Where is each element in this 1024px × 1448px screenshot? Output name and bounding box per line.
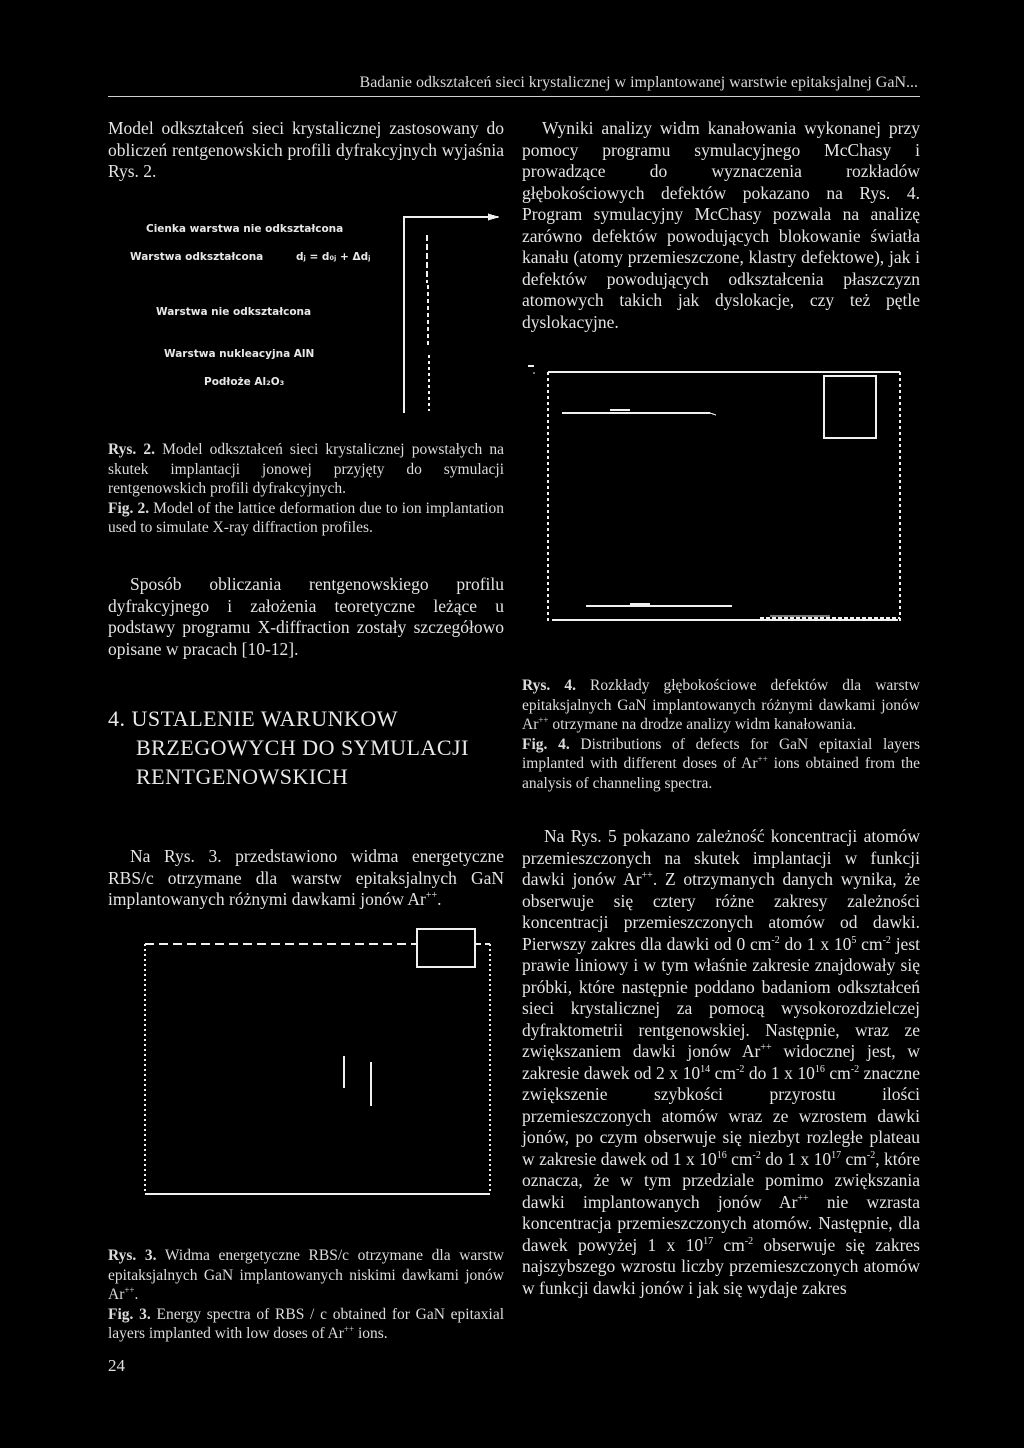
page-number: 24 [108, 1356, 125, 1375]
fig4-caption-en-end: ions obtained from the analysis of channeling spectra. [522, 755, 920, 792]
figure-4 [520, 362, 920, 634]
text-run: cm [713, 1234, 745, 1255]
fig3-caption-pl: Widma energetyczne RBS/c otrzymane dla warstw epitaksjalnych GaN implantowanych niskimi dawkami jonów Ar [108, 1247, 504, 1303]
figure-3 [140, 928, 510, 1208]
text-run: cm [856, 933, 883, 954]
fig3-caption-pl-label: Rys. 3. [108, 1247, 157, 1264]
fig4-caption-pl: Rozkłady głębokościowe defektów dla warstw epitaksjalnych GaN implantowanych różnymi dawkami jonów Ar [522, 677, 920, 733]
superscript: -2 [866, 1149, 876, 1161]
fig2-label-unstrained-layer: Warstwa nie odkształcona [156, 306, 312, 318]
fig3-caption-en: Energy spectra of RBS / c obtained for GaN epitaxial layers implanted with low doses of Ar [108, 1305, 505, 1342]
fig2-label-substrate: Podłoże Al₂O₃ [204, 376, 285, 388]
fig2-caption-en-label: Fig. 2. [108, 499, 150, 517]
superscript: 17 [831, 1149, 842, 1161]
fig4-caption-pl-sup: ++ [538, 714, 549, 725]
fig4-caption-pl-end: otrzymane na drodze analizy widm kanałowania. [548, 716, 857, 733]
superscript: 16 [716, 1149, 727, 1161]
superscript: -2 [771, 934, 780, 946]
running-title: Badanie odkształceń sieci krystalicznej w implantowanej warstwie epitaksjalnej GaN... [359, 74, 918, 91]
fig3-caption-pl-end: . [134, 1286, 139, 1303]
dose-dependence-paragraph [522, 826, 920, 1299]
text-run: nie wzrasta koncentracja przemieszczonych atomów. Następnie, dla dawek powyżej 1 x 10 [522, 1191, 921, 1255]
method-paragraph: Sposób obliczania rentgenowskiego profilu dyfrakcyjnego i założenia teoretyczne leżące u podstawy programu X-diffraction zostały szczegółowo opisane w pracach [10-12]. [108, 574, 504, 659]
superscript: 17 [703, 1235, 714, 1247]
fig3-intro-sup: ++ [425, 890, 438, 902]
text-run: do 1 x 10 [760, 1148, 832, 1169]
fig3-intro-paragraph [108, 846, 504, 911]
fig2-depth-profile-graphic [388, 205, 508, 425]
header-rule [108, 96, 920, 97]
text-run: do 1 x 10 [779, 933, 852, 954]
fig2-caption-pl-label: Rys. 2. [108, 441, 156, 458]
text-run: cm [841, 1148, 867, 1169]
intro-paragraph: Model odkształceń sieci krystalicznej zastosowany do obliczeń rentgenowskich profili dyfrakcyjnych wyjaśnia Rys. 2. [108, 118, 504, 181]
mcchasy-paragraph: Wyniki analizy widm kanałowania wykonanej przy pomocy programu symulacyjnego McChasy i prowadzące do wyznaczenia rozkładów głębokościowych defektów pokazano na Rys. 4. Program symulacyjny McChasy pozwala na analizę zarówno defektów powodujących blokowanie światła kanału (atomy przemieszczone, klastry defektowe), jak i defektów powodujących odkształcenia płaszczyzn atomowych takich jak dyslokacje, czy też pętle dyslokacyjne. [522, 118, 920, 332]
fig2-formula: dⱼ = d₀ⱼ + Δdⱼ [296, 251, 371, 263]
fig3-caption-en-end: ions. [354, 1325, 388, 1342]
superscript: -2 [850, 1063, 860, 1075]
fig3-intro-end: . [437, 889, 442, 909]
superscript: -2 [752, 1149, 761, 1161]
fig3-caption-en-sup: ++ [343, 1323, 355, 1334]
superscript: -2 [744, 1235, 754, 1247]
figure-2 [108, 205, 508, 425]
text-run: jest prawie liniowy i w tym właśnie zakresie znajdowały się próbki, które następnie poddano badaniom odkształceń sieci krystalicznej za pomocą wysokorozdzielczej dyfraktometrii rentgenowskiej. Następnie, wraz ze zwiększaniem dawki jonów Ar [522, 933, 920, 1061]
text-run: znaczne zwiększenie szybkości przyrostu ilości przemieszczonych atomów wraz ze wzrostem dawki jonów, po czym obserwuje się niezbyt rozległe plateau w zakresie dawek od 1 x 10 [522, 1062, 920, 1169]
text-run: cm [726, 1148, 753, 1169]
fig3-intro-text: Na Rys. 3. przedstawiono widma energetyczne RBS/c otrzymane dla warstw epitaksjalnych GaN implantowanych różnymi dawkami jonów Ar [108, 846, 504, 909]
fig3-caption [108, 1246, 504, 1344]
fig3-caption-en-label: Fig. 3. [108, 1305, 151, 1323]
fig2-caption-en: Model of the lattice deformation due to ion implantation used to simulate X-ray diffraction profiles. [108, 499, 504, 536]
fig3-caption-pl-sup: ++ [124, 1284, 135, 1295]
text-run: widocznej jest, w zakresie dawek od 2 x 10 [522, 1041, 920, 1083]
fig4-caption-en-label: Fig. 4. [522, 735, 570, 753]
section-heading: 4. USTALENIE WARUNKOW BRZEGOWYCH DO SYMULACJI RENTGENOWSKICH [108, 706, 469, 789]
fig4-caption [522, 676, 920, 793]
superscript: ++ [760, 1042, 772, 1054]
fig2-label-strained-layer: Warstwa odkształcona [130, 251, 264, 263]
text-run: , które oznacza, że w tym przedziale pomimo zwiększania dawki implantowanych jonów Ar [522, 1148, 920, 1212]
text-run: do 1 x 10 [744, 1062, 815, 1083]
superscript: ++ [797, 1192, 809, 1204]
superscript: 14 [700, 1063, 711, 1075]
text-run: Na Rys. 5 pokazano zależność koncentracji atomów przemieszczonych na skutek implantacji w funkcji dawki jonów Ar [522, 826, 920, 889]
fig2-label-thin-layer: Cienka warstwa nie odkształcona [146, 223, 344, 235]
fig2-label-nucleation-layer: Warstwa nukleacyjna AlN [164, 348, 315, 360]
text-run: cm [710, 1062, 736, 1083]
text-run: cm [824, 1062, 851, 1083]
superscript: -2 [882, 934, 891, 946]
text-run: obserwuje się zakres najszybszego wzrostu liczby przemieszczonych atomów w funkcji dawki jonów i jak się wydaje zakres [522, 1234, 920, 1298]
superscript: -2 [735, 1063, 745, 1075]
text-run: . Z otrzymanych danych wynika, że obserwuje się cztery różne zakresy zależności koncentracji przemieszczonych atomów od dawki. Pierwszy zakres dla dawki od 0 cm [522, 869, 920, 954]
fig4-caption-en-sup: ++ [757, 753, 768, 764]
fig4-caption-en: Distributions of defects for GaN epitaxial layers implanted with different doses of Ar [522, 735, 920, 772]
fig2-caption [108, 440, 504, 538]
superscript: ++ [641, 870, 653, 882]
superscript: 16 [814, 1063, 825, 1075]
fig4-caption-pl-label: Rys. 4. [522, 677, 576, 694]
superscript: 5 [851, 934, 857, 946]
fig2-caption-pl: Model odkształceń sieci krystalicznej powstałych na skutek implantacji jonowej przyjęty do symulacji rentgenowskich profili dyfrakcyjnych. [108, 441, 505, 497]
